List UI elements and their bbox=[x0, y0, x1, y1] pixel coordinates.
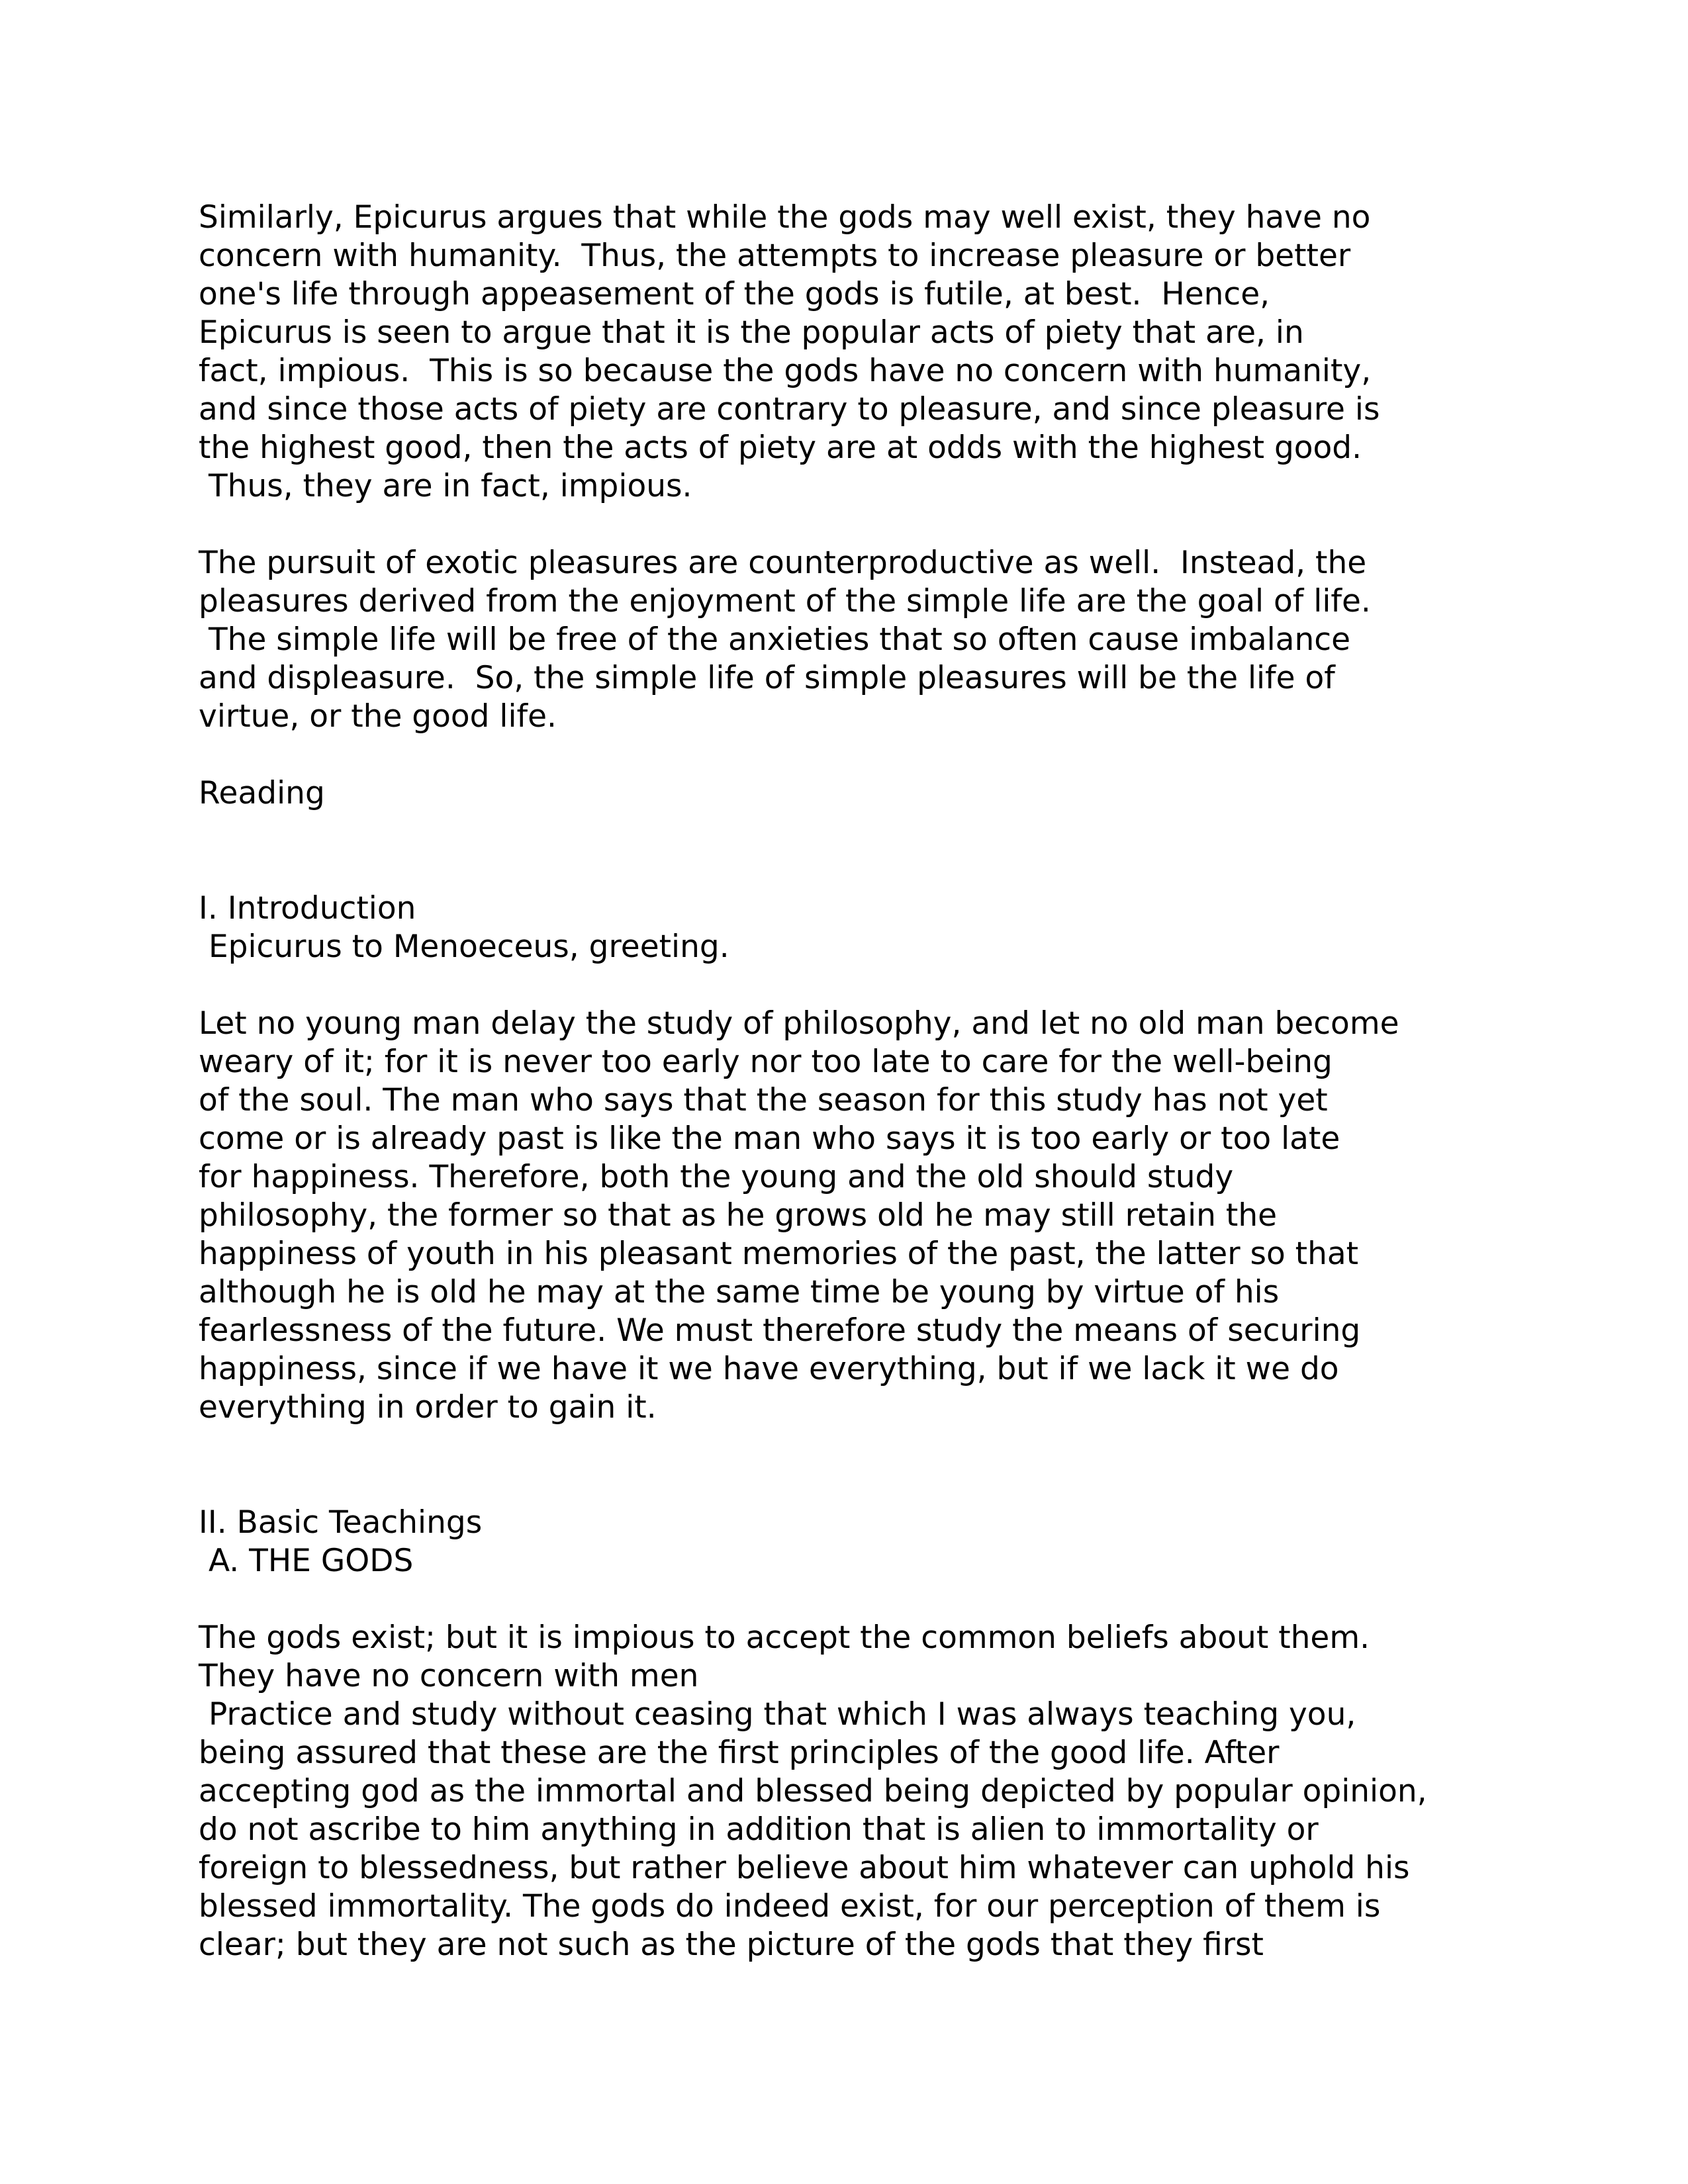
text-line: The simple life will be free of the anxieties that so often cause imbalance bbox=[199, 621, 1351, 658]
text-line: Let no young man delay the study of philosophy, and let no old man become bbox=[199, 1005, 1399, 1042]
text-line: one's life through appeasement of the gods is futile, at best. Hence, bbox=[199, 276, 1270, 312]
paragraph-spacer bbox=[199, 736, 1509, 774]
document-page bbox=[199, 199, 1509, 1964]
text-line: accepting god as the immortal and blessed being depicted by popular opinion, bbox=[199, 1773, 1427, 1809]
letter-greeting: Epicurus to Menoeceus, greeting. bbox=[199, 929, 729, 965]
reading-heading: Reading bbox=[199, 775, 325, 811]
paragraph-spacer bbox=[199, 966, 1509, 1005]
text-line: Thus, they are in fact, impious. bbox=[199, 468, 692, 504]
text-line: come or is already past is like the man who says it is too early or too late bbox=[199, 1120, 1340, 1157]
paragraph-study-philosophy bbox=[199, 1005, 1509, 1427]
text-line: for happiness. Therefore, both the young and the old should study bbox=[199, 1159, 1234, 1195]
text-line: virtue, or the good life. bbox=[199, 698, 557, 735]
subsection-heading-the-gods: A. THE GODS bbox=[199, 1543, 414, 1579]
paragraph-gods-exist bbox=[199, 1619, 1509, 1964]
section-heading-introduction: I. Introduction bbox=[199, 890, 416, 927]
text-line: philosophy, the former so that as he grows old he may still retain the bbox=[199, 1197, 1278, 1234]
text-line: the highest good, then the acts of piety are at odds with the highest good. bbox=[199, 430, 1362, 466]
section-spacer bbox=[199, 813, 1509, 889]
text-line: The gods exist; but it is impious to accept the common beliefs about them. bbox=[199, 1619, 1370, 1656]
text-line: fact, impious. This is so because the gods have no concern with humanity, bbox=[199, 353, 1372, 389]
text-line: although he is old he may at the same time be young by virtue of his bbox=[199, 1274, 1280, 1310]
text-line: blessed immortality. The gods do indeed exist, for our perception of them is bbox=[199, 1888, 1381, 1925]
text-line: fearlessness of the future. We must therefore study the means of securing bbox=[199, 1312, 1361, 1349]
text-line: of the soul. The man who says that the season for this study has not yet bbox=[199, 1082, 1328, 1118]
text-line: Practice and study without ceasing that which I was always teaching you, bbox=[199, 1696, 1356, 1733]
text-line: concern with humanity. Thus, the attempts to increase pleasure or better bbox=[199, 238, 1351, 274]
text-line: Epicurus is seen to argue that it is the popular acts of piety that are, in bbox=[199, 314, 1304, 351]
text-line: everything in order to gain it. bbox=[199, 1389, 657, 1426]
text-line: They have no concern with men bbox=[199, 1658, 699, 1694]
text-line: and displeasure. So, the simple life of simple pleasures will be the life of bbox=[199, 660, 1335, 696]
text-line: happiness, since if we have it we have everything, but if we lack it we do bbox=[199, 1351, 1339, 1387]
text-line: The pursuit of exotic pleasures are counterproductive as well. Instead, the bbox=[199, 545, 1367, 581]
text-line: clear; but they are not such as the picture of the gods that they first bbox=[199, 1927, 1264, 1963]
text-line: pleasures derived from the enjoyment of the simple life are the goal of life. bbox=[199, 583, 1371, 619]
section-heading-basic-teachings: II. Basic Teachings bbox=[199, 1504, 483, 1541]
paragraph-spacer bbox=[199, 1580, 1509, 1619]
text-line: and since those acts of piety are contrary to pleasure, and since pleasure is bbox=[199, 391, 1380, 428]
paragraph-spacer bbox=[199, 506, 1509, 544]
text-line: happiness of youth in his pleasant memories of the past, the latter so that bbox=[199, 1236, 1359, 1272]
paragraph-epicurus-gods bbox=[199, 199, 1509, 506]
text-line: being assured that these are the first principles of the good life. After bbox=[199, 1735, 1280, 1771]
text-line: foreign to blessedness, but rather believe about him whatever can uphold his bbox=[199, 1850, 1410, 1886]
text-line: do not ascribe to him anything in addition that is alien to immortality or bbox=[199, 1811, 1319, 1848]
text-line: Similarly, Epicurus argues that while the gods may well exist, they have no bbox=[199, 199, 1371, 236]
section-spacer bbox=[199, 1427, 1509, 1504]
paragraph-simple-life bbox=[199, 544, 1509, 736]
text-line: weary of it; for it is never too early nor too late to care for the well-being bbox=[199, 1044, 1333, 1080]
